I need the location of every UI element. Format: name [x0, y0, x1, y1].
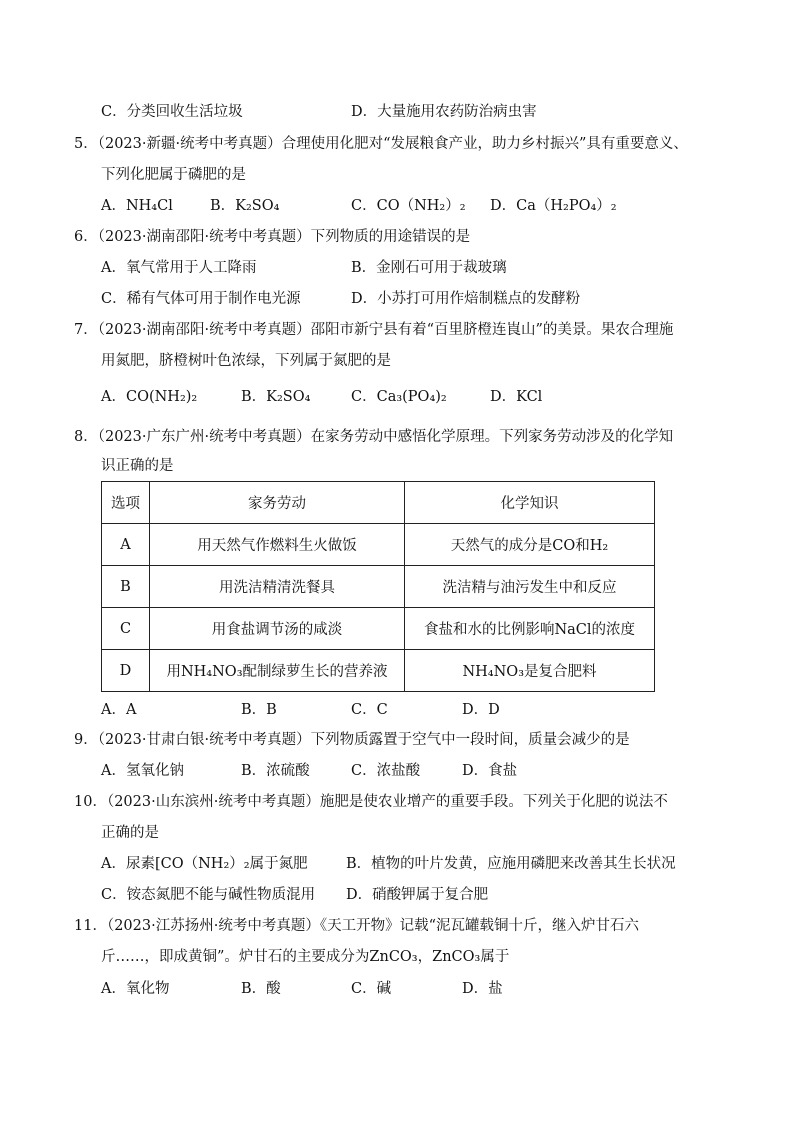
table-row: [102, 524, 655, 566]
q10-option-d: D．硝酸钾属于复合肥: [346, 887, 489, 903]
table-cell: C: [102, 608, 150, 650]
table-cell: A: [102, 524, 150, 566]
header-knowledge: 化学知识: [405, 482, 655, 524]
q7-option-b: B．K₂SO₄: [241, 389, 311, 405]
q7-stem-line2: 用氮肥，脐橙树叶色浓绿，下列属于氮肥的是: [101, 353, 391, 369]
q8-option-b: B．B: [241, 702, 277, 718]
q10-stem-line2: 正确的是: [101, 825, 159, 841]
q6-option-b: B．金刚石可用于裁玻璃: [351, 260, 507, 276]
q6-option-a: A．氧气常用于人工降雨: [101, 260, 257, 276]
table-cell: 用天然气作燃料生火做饭: [150, 524, 405, 566]
table-cell: NH₄NO₃是复合肥料: [405, 650, 655, 692]
q8-option-c: C．C: [351, 702, 388, 718]
q10-stem-line1: 10．（2023·山东滨州·统考中考真题）施肥是使农业增产的重要手段。下列关于化肥的说法不: [74, 794, 668, 810]
header-housework: 家务劳动: [150, 482, 405, 524]
table-cell: 洗洁精与油污发生中和反应: [405, 566, 655, 608]
q5-stem-line2: 下列化肥属于磷肥的是: [101, 167, 246, 183]
q10-option-c: C．铵态氮肥不能与碱性物质混用: [101, 887, 316, 903]
q11-option-b: B．酸: [241, 981, 281, 997]
q5-option-d: D．Ca（H₂PO₄）₂: [490, 198, 617, 214]
q9-option-a: A．氢氧化钠: [101, 763, 184, 779]
household-chemistry-table: [101, 481, 655, 692]
q5-option-b: B．K₂SO₄: [210, 198, 280, 214]
q10-option-b: B．植物的叶片发黄，应施用磷肥来改善其生长状况: [346, 856, 676, 872]
q5-stem-line1: 5．（2023·新疆·统考中考真题）合理使用化肥对“发展粮食产业，助力乡村振兴”具有重要意义、: [74, 136, 688, 152]
table-cell: 用NH₄NO₃配制绿萝生长的营养液: [150, 650, 405, 692]
table-header-row: [102, 482, 655, 524]
table-cell: B: [102, 566, 150, 608]
prev-option-d: D．大量施用农药防治病虫害: [351, 104, 537, 120]
q10-option-a: A．尿素[CO（NH₂）₂属于氮肥: [101, 856, 308, 872]
q9-option-c: C．浓盐酸: [351, 763, 421, 779]
q7-option-a: A．CO(NH₂)₂: [101, 389, 198, 405]
q9-option-d: D．食盐: [462, 763, 518, 779]
table-row: [102, 650, 655, 692]
q5-option-c: C．CO（NH₂）₂: [351, 198, 466, 214]
q6-stem: 6．（2023·湖南邵阳·统考中考真题）下列物质的用途错误的是: [74, 229, 471, 245]
q5-option-a: A．NH₄Cl: [101, 198, 173, 214]
q9-stem: 9．（2023·甘肃白银·统考中考真题）下列物质露置于空气中一段时间，质量会减少的是: [74, 732, 630, 748]
q7-stem-line1: 7．（2023·湖南邵阳·统考中考真题）邵阳市新宁县有着“百里脐橙连崀山”的美景。果农合理施: [74, 322, 674, 338]
q7-option-d: D．KCl: [490, 389, 543, 405]
q8-stem-line1: 8．（2023·广东广州·统考中考真题）在家务劳动中感悟化学原理。下列家务劳动涉及的化学知: [74, 429, 674, 445]
q6-option-c: C．稀有气体可用于制作电光源: [101, 291, 301, 307]
header-option: 选项: [102, 482, 150, 524]
prev-option-c: C．分类回收生活垃圾: [101, 104, 243, 120]
table-cell: 用食盐调节汤的咸淡: [150, 608, 405, 650]
table-cell: 天然气的成分是CO和H₂: [405, 524, 655, 566]
q11-stem-line1: 11．（2023·江苏扬州·统考中考真题）《天工开物》记载“泥瓦罐载铜十斤，继入炉甘石六: [74, 918, 639, 934]
table-cell: D: [102, 650, 150, 692]
table-row: [102, 566, 655, 608]
q6-option-d: D．小苏打可用作焙制糕点的发酵粉: [351, 291, 581, 307]
q7-option-c: C．Ca₃(PO₄)₂: [351, 389, 447, 405]
q8-option-a: A．A: [101, 702, 137, 718]
q8-option-d: D．D: [462, 702, 500, 718]
q11-option-c: C．碱: [351, 981, 392, 997]
q9-option-b: B．浓硫酸: [241, 763, 310, 779]
table-cell: 用洗洁精清洗餐具: [150, 566, 405, 608]
q8-stem-line2: 识正确的是: [101, 458, 174, 474]
q11-option-d: D．盐: [462, 981, 503, 997]
table-cell: 食盐和水的比例影响NaCl的浓度: [405, 608, 655, 650]
table-row: [102, 608, 655, 650]
q11-stem-line2: 斤……，即成黄铜”。炉甘石的主要成分为ZnCO₃，ZnCO₃属于: [101, 949, 510, 965]
q11-option-a: A．氧化物: [101, 981, 170, 997]
